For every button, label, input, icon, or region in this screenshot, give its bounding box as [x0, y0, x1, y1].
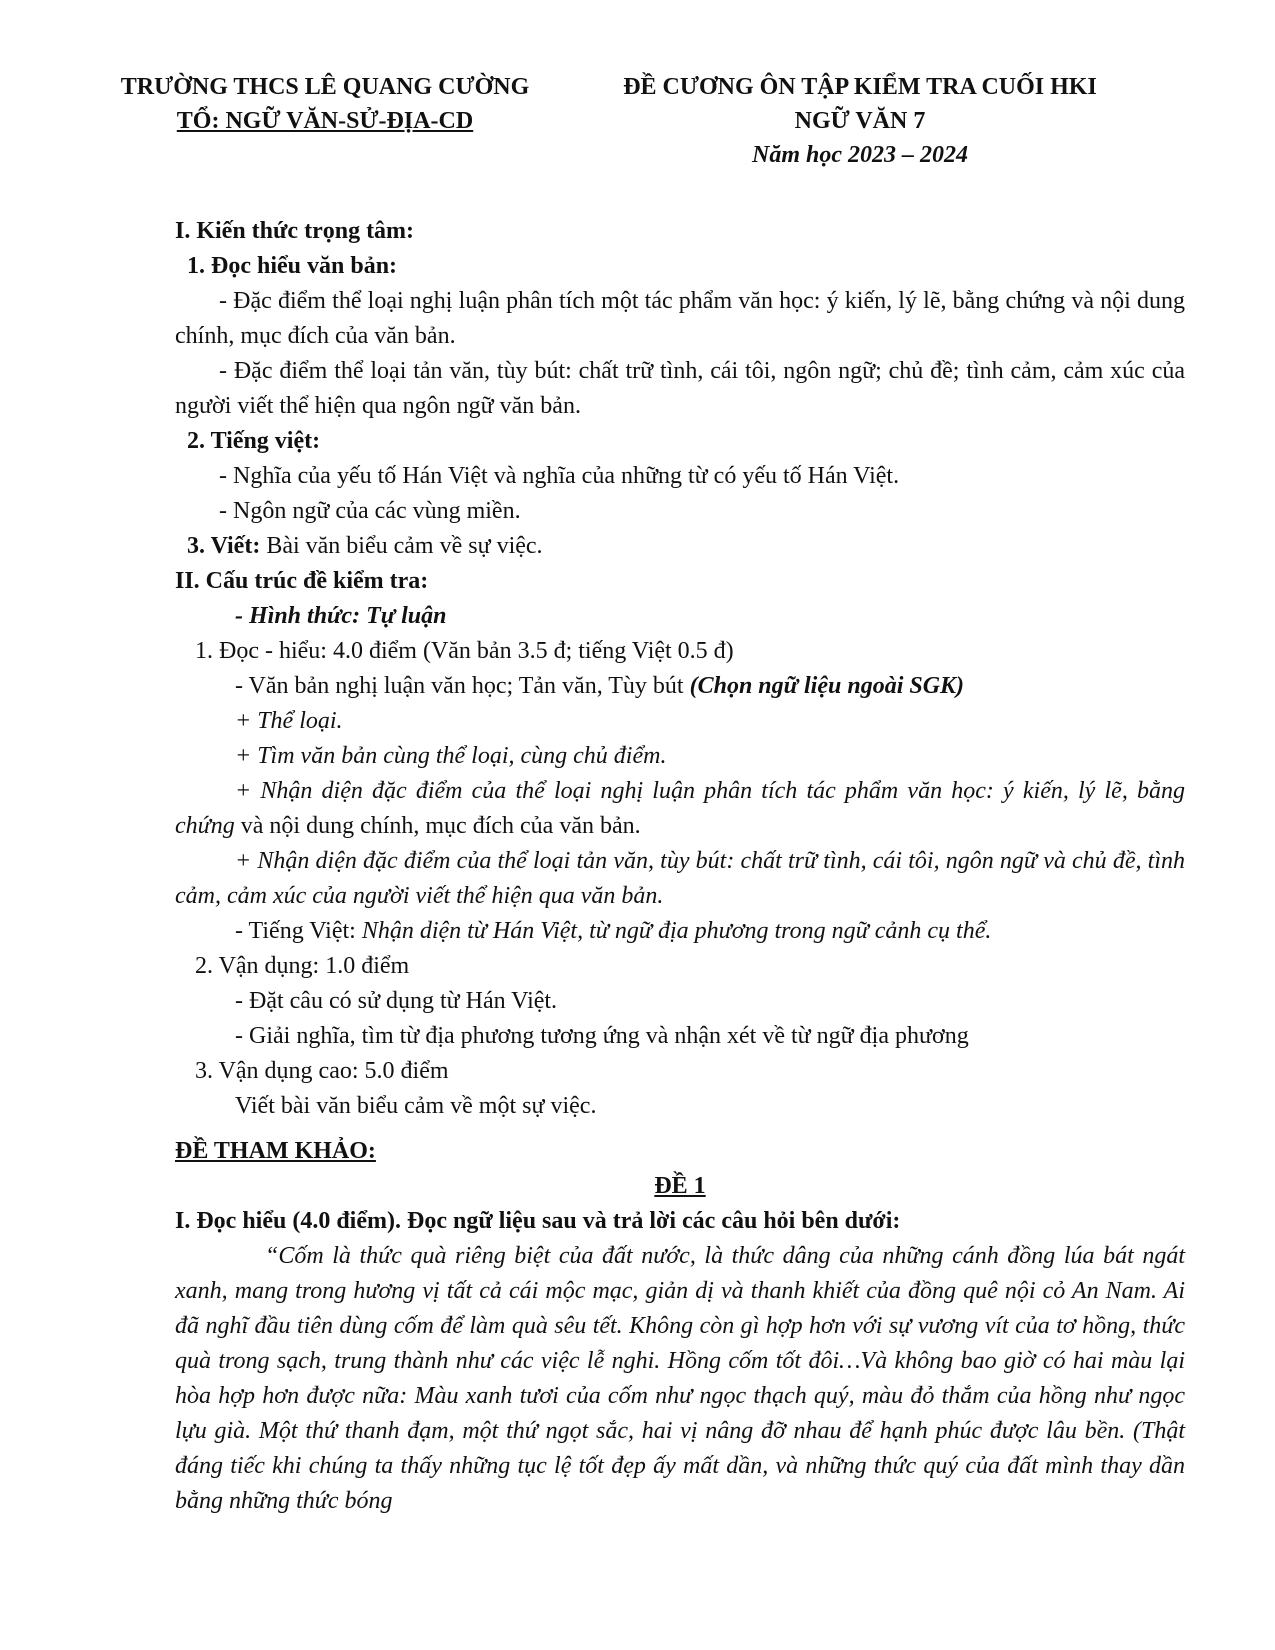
- part3-heading: 3. Vận dụng cao: 5.0 điểm: [195, 1058, 449, 1084]
- writing-text: Bài văn biểu cảm về sự việc.: [260, 533, 543, 559]
- reading-heading: 1. Đọc hiểu văn bản:: [187, 253, 398, 279]
- school-name: TRƯỜNG THCS LÊ QUANG CƯỜNG: [120, 74, 530, 100]
- section1-heading: I. Kiến thức trọng tâm:: [175, 218, 415, 244]
- part1-bullet-3-normal: và nội dung chính, mục đích của văn bản.: [234, 813, 641, 839]
- part2-item-1: - Đặt câu có sử dụng từ Hán Việt.: [235, 988, 558, 1014]
- reading-item-1: - Đặc điểm thể loại nghị luận phân tích một tác phẩm văn học: ý kiến, lý lẽ, bằng chứng và nội dung chính, mục đích của văn bản.: [175, 288, 1185, 349]
- part2-item-2: - Giải nghĩa, tìm từ địa phương tương ứng và nhận xét về từ ngữ địa phương: [235, 1023, 969, 1049]
- part1-bullet-2: + Tìm văn bản cùng thể loại, cùng chủ điểm.: [235, 743, 667, 769]
- part1-bullet-3: [175, 774, 1185, 844]
- reference-heading: ĐỀ THAM KHẢO:: [175, 1138, 376, 1164]
- writing-line: [175, 529, 1185, 564]
- header-right: [590, 70, 1130, 172]
- part1-text: [175, 669, 1185, 704]
- part1-bullet-4: + Nhận diện đặc điểm của thể loại tản văn, tùy bút: chất trữ tình, cái tôi, ngôn ngữ và chủ đề, tình cảm, cảm xúc của người viết thể hiện qua văn bản.: [175, 848, 1185, 909]
- document-body: [175, 214, 1185, 1519]
- reading-passage: “Cốm là thức quà riêng biệt của đất nước, là thức dâng của những cánh đồng lúa bát ngát xanh, mang trong hương vị tất cả cái mộc mạc, giản dị và thanh khiết của đồng quê nội cỏ An Nam. Ai đã nghĩ đầu tiên dùng cốm để làm quà sêu tết. Không còn gì hợp hơn với sự vương vít của tơ hồng, thức quà trong sạch, trung thành như các việc lễ nghi. Hồng cốm tốt đôi…Và không bao giờ có hai màu lại hòa hợp hơn được nữa: Màu xanh tươi của cốm như ngọc thạch quý, màu đỏ thắm của hồng như ngọc lựu già. Một thứ thanh đạm, một thứ ngọt sắc, hai vị nâng đỡ nhau để hạnh phúc được lâu bền. (Thật đáng tiếc khi chúng ta thấy những tục lệ tốt đẹp ấy mất dần, và những thức quý của đất mình thay dần bằng những thức bóng: [175, 1243, 1185, 1514]
- vietnamese-item-1: - Nghĩa của yếu tố Hán Việt và nghĩa của những từ có yếu tố Hán Việt.: [219, 463, 900, 489]
- part1-text-emph: (Chọn ngữ liệu ngoài SGK): [689, 673, 965, 699]
- part1-heading: 1. Đọc - hiểu: 4.0 điểm (Văn bản 3.5 đ; tiếng Việt 0.5 đ): [195, 638, 734, 664]
- part1-bullet-1: + Thể loại.: [235, 708, 343, 734]
- part1-bullet-3-italic: + Nhận diện đặc điểm của thể loại nghị luận phân tích tác phẩm văn học: ý kiến, lý lẽ, bằng chứng: [175, 778, 1185, 839]
- part1-vietnamese: [175, 914, 1185, 949]
- header-left: [80, 70, 570, 138]
- vietnamese-item-2: - Ngôn ngữ của các vùng miền.: [219, 498, 521, 524]
- exam-title: ĐỀ 1: [654, 1173, 706, 1199]
- document-title: ĐỀ CƯƠNG ÔN TẬP KIỂM TRA CUỐI HKI: [623, 74, 1097, 100]
- section2-heading: II. Cấu trúc đề kiểm tra:: [175, 568, 429, 594]
- department-name: TỔ: NGỮ VĂN-SỬ-ĐỊA-CD: [176, 108, 474, 134]
- exam-form: - Hình thức: Tự luận: [235, 603, 447, 629]
- part1-vietnamese-italic: Nhận diện từ Hán Việt, từ ngữ địa phương trong ngữ cảnh cụ thể.: [361, 918, 992, 944]
- part1-text-prefix: - Văn bản nghị luận văn học; Tản văn, Tùy bút: [235, 673, 690, 699]
- reading-item-2: - Đặc điểm thể loại tản văn, tùy bút: chất trữ tình, cái tôi, ngôn ngữ; chủ đề; tình cảm, cảm xúc của người viết thể hiện qua ngôn ngữ văn bản.: [175, 358, 1185, 419]
- school-year: Năm học 2023 – 2024: [752, 142, 968, 168]
- writing-heading: 3. Viết:: [187, 533, 261, 559]
- part3-text: Viết bài văn biểu cảm về một sự việc.: [235, 1093, 597, 1119]
- subject-name: NGỮ VĂN 7: [794, 108, 926, 134]
- vietnamese-heading: 2. Tiếng việt:: [187, 428, 321, 454]
- part1-vietnamese-prefix: - Tiếng Việt:: [235, 918, 362, 944]
- part2-heading: 2. Vận dụng: 1.0 điểm: [195, 953, 410, 979]
- reading-section-heading: I. Đọc hiểu (4.0 điểm). Đọc ngữ liệu sau và trả lời các câu hỏi bên dưới:: [175, 1208, 901, 1234]
